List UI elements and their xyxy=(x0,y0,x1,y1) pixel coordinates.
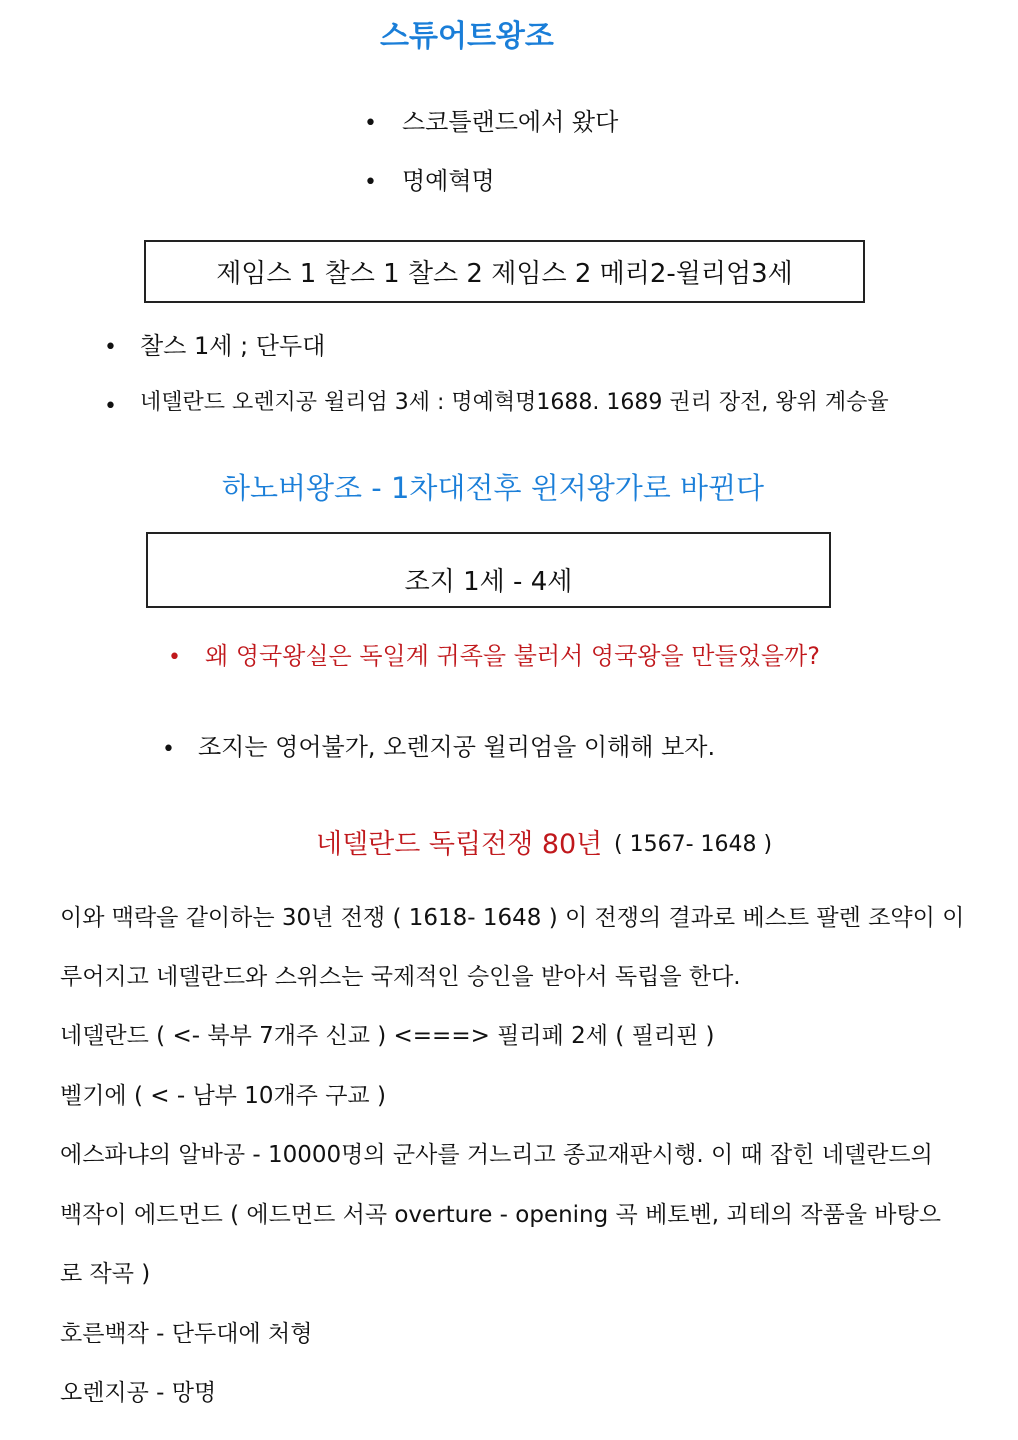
hanover-note: 조지는 영어불가, 오렌지공 윌리엄을 이해해 보자. xyxy=(198,733,716,761)
bullet-icon: • xyxy=(162,737,175,762)
stuart-bullet-1: 스코틀랜드에서 왔다 xyxy=(402,108,619,136)
dutch-war-title: 네델란드 독립전쟁 80년 xyxy=(316,829,603,860)
dutch-war-years: ( 1567- 1648 ) xyxy=(614,832,773,857)
stuart-note-2: 네델란드 오렌지공 윌리엄 3세 : 명예혁명1688. 1689 권리 장전, 왕위 계승율 xyxy=(140,390,889,415)
hanover-title: 하노버왕조 - 1차대전후 윈저왕가로 바뀐다 xyxy=(222,471,765,505)
dutch-line-8: 호른백작 - 단두대에 처형 xyxy=(60,1321,313,1347)
dutch-line-7: 로 작곡 ) xyxy=(60,1261,151,1287)
dutch-line-5: 에스파냐의 알바공 - 10000명의 군사를 거느리고 종교재판시행. 이 때 잡힌 네델란드의 xyxy=(60,1142,933,1168)
dutch-line-1: 이와 맥락을 같이하는 30년 전쟁 ( 1618- 1648 ) 이 전쟁의 결과로 베스트 팔렌 조약이 이 xyxy=(60,905,965,931)
bullet-icon: • xyxy=(364,111,377,136)
bullet-icon: • xyxy=(104,394,117,419)
bullet-icon: • xyxy=(104,335,117,360)
stuart-note-1: 찰스 1세 ; 단두대 xyxy=(140,332,326,360)
stuart-title: 스튜어트왕조 xyxy=(380,19,554,54)
hanover-kings-text: 조지 1세 - 4세 xyxy=(404,566,573,597)
hanover-question: 왜 영국왕실은 독일계 귀족을 불러서 영국왕을 만들었을까? xyxy=(205,642,820,670)
stuart-kings-text: 제임스 1 찰스 1 찰스 2 제임스 2 메리2-윌리엄3세 xyxy=(216,259,793,289)
stuart-kings-box xyxy=(144,240,865,303)
dutch-line-6: 백작이 에드먼드 ( 에드먼드 서곡 overture - opening 곡 베토벤, 괴테의 작품울 바탕으 xyxy=(60,1202,941,1228)
dutch-line-4: 벨기에 ( < - 남부 10개주 구교 ) xyxy=(60,1083,386,1109)
stuart-bullet-2: 명예혁명 xyxy=(402,167,495,195)
hanover-kings-box xyxy=(146,532,831,608)
bullet-icon: • xyxy=(168,645,181,670)
bullet-icon: • xyxy=(364,170,377,195)
dutch-line-3: 네델란드 ( <- 북부 7개주 신교 ) <===> 필리페 2세 ( 필리핀 ) xyxy=(60,1023,715,1049)
dutch-line-9: 오렌지공 - 망명 xyxy=(60,1380,217,1406)
dutch-line-2: 루어지고 네델란드와 스위스는 국제적인 승인을 받아서 독립을 한다. xyxy=(60,964,741,990)
